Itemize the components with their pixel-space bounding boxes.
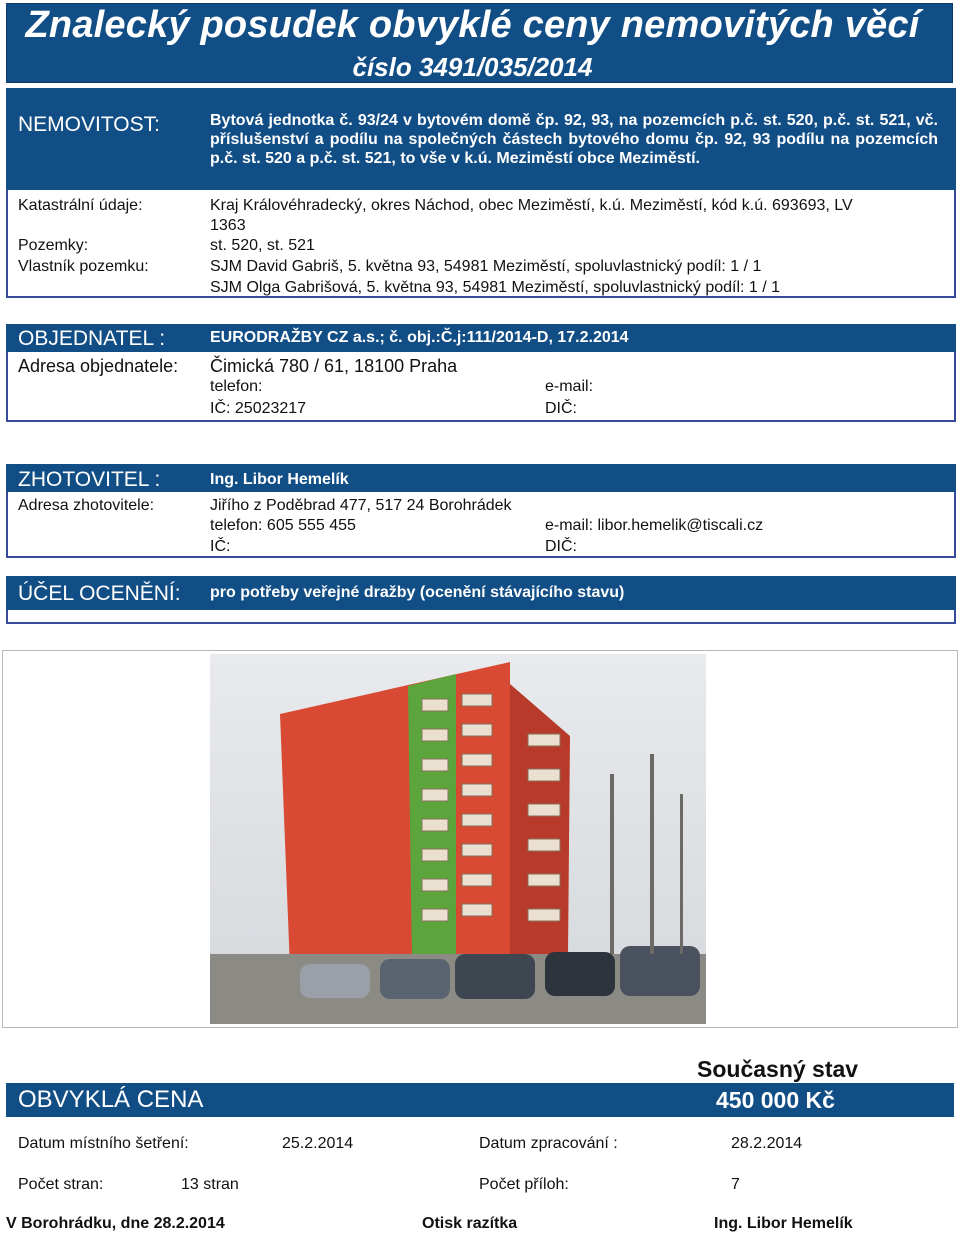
cadastral-line-1: Kraj Královéhradecký, okres Náchod, obec Meziměstí, k.ú. Meziměstí, kód k.ú. 693693, LV [210,197,853,214]
footer-stamp: Otisk razítka [422,1215,518,1232]
contractor-address-label: Adresa zhotovitele: [18,497,155,514]
attachments-label: Počet příloh: [479,1176,569,1193]
owner-line-2: SJM Olga Gabrišová, 5. května 93, 54981 Meziměstí, spoluvlastnický podíl: 1 / 1 [210,279,781,296]
contractor-value: Ing. Libor Hemelík [210,471,349,488]
document-number: číslo 3491/035/2014 [352,52,593,82]
footer-signature: Ing. Libor Hemelík [714,1215,853,1232]
client-dic: DIČ: [545,400,577,417]
attachments-value: 7 [731,1176,740,1193]
client-label: OBJEDNATEL : [18,327,166,350]
contractor-dic: DIČ: [545,538,577,555]
client-email: e-mail: [545,378,594,395]
client-value: EURODRAŽBY CZ a.s.; č. obj.:Č.j:111/2014-D, 17.2.2014 [210,329,629,346]
contractor-address: Jiřího z Poděbrad 477, 517 24 Borohrádek [210,497,512,514]
survey-date: 25.2.2014 [282,1135,354,1152]
contractor-email: e-mail: libor.hemelik@tiscali.cz [545,517,764,534]
contractor-ic: IČ: [210,538,231,555]
client-address-label: Adresa objednatele: [18,356,179,376]
price-state-label: Současný stav [697,1056,859,1082]
processed-date-label: Datum zpracování : [479,1135,618,1152]
client-phone: telefon: [210,378,263,395]
building-photo [210,654,706,1024]
owner-label: Vlastník pozemku: [18,258,149,275]
contractor-label: ZHOTOVITEL : [18,468,161,491]
land-label: Pozemky: [18,237,89,254]
purpose-label: ÚČEL OCENĚNÍ: [18,582,181,605]
client-ic: IČ: 25023217 [210,400,307,417]
property-label: NEMOVITOST: [18,113,160,136]
client-address: Čimická 780 / 61, 18100 Praha [210,356,458,376]
property-description: Bytová jednotka č. 93/24 v bytovém domě čp. 92, 93, na pozemcích p.č. st. 520, p.č. st. 521, vč. příslušenství a podílu na společných částech bytového domu čp. 92, 93 podílu na pozemcích p.č. st. 520 a p.č. st. 521, to vše v k.ú. Meziměstí obce Meziměstí. [210,112,938,167]
survey-date-label: Datum místního šetření: [18,1135,189,1152]
pages-value: 13 stran [181,1176,239,1193]
footer-place-date: V Borohrádku, dne 28.2.2014 [6,1215,225,1232]
cadastral-line-2: 1363 [210,217,246,234]
owner-line-1: SJM David Gabriš, 5. května 93, 54981 Meziměstí, spoluvlastnický podíl: 1 / 1 [210,258,762,275]
contractor-phone: telefon: 605 555 455 [210,517,356,534]
processed-date: 28.2.2014 [731,1135,803,1152]
land-value: st. 520, st. 521 [210,237,315,254]
price-value: 450 000 Kč [716,1087,835,1113]
pages-label: Počet stran: [18,1176,104,1193]
price-label: OBVYKLÁ CENA [18,1086,204,1113]
purpose-value: pro potřeby veřejné dražby (ocenění stávajícího stavu) [210,584,625,601]
cadastral-label: Katastrální údaje: [18,197,143,214]
document-title: Znalecký posudek obvyklé ceny nemovitých věcí [25,4,920,46]
